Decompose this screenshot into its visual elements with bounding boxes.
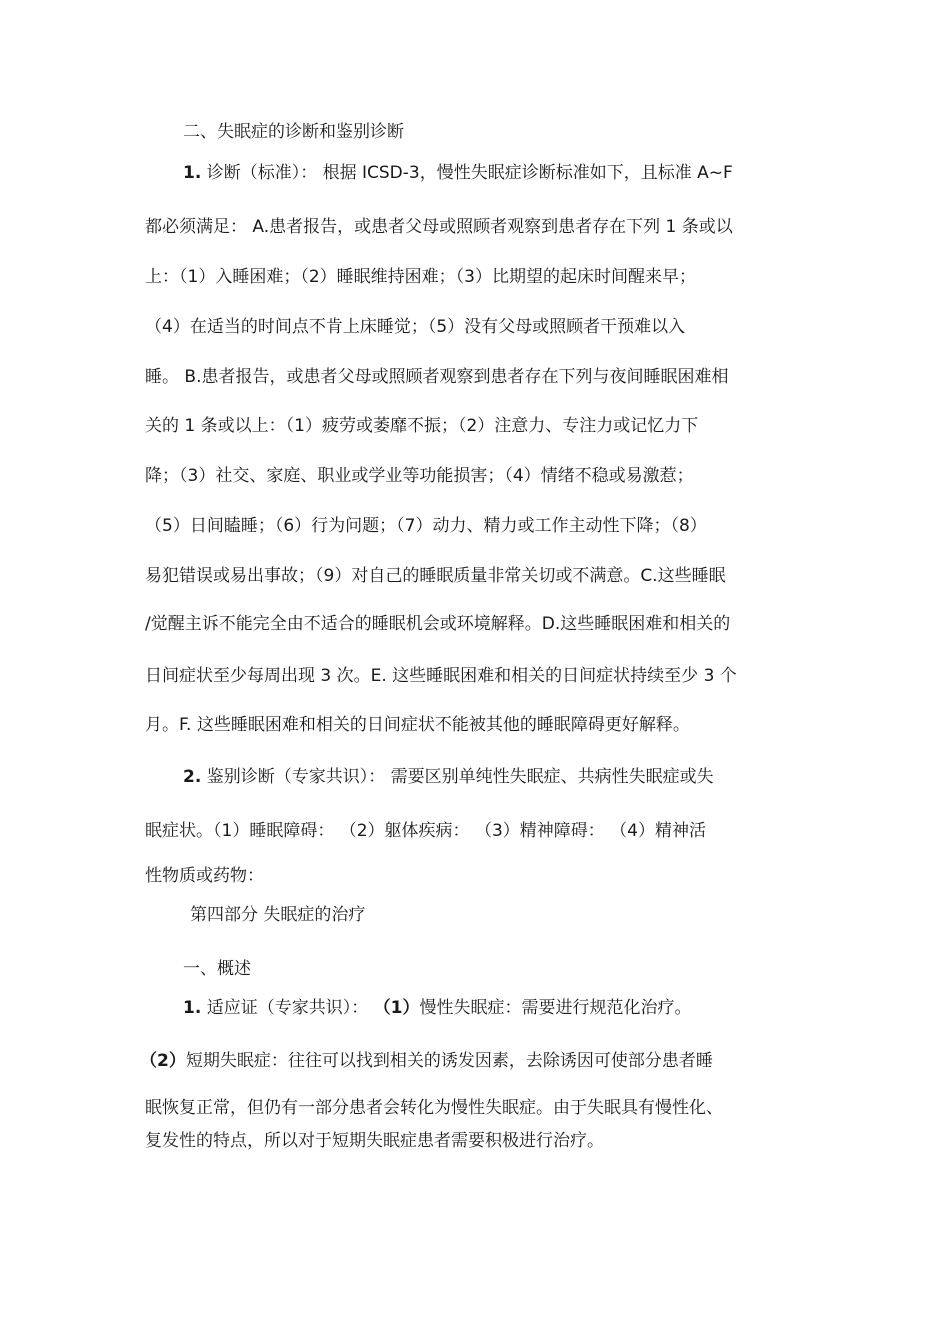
text-run: 鉴别诊断（专家共识）： 需要区别单纯性失眠症、共病性失眠症或失 bbox=[206, 767, 714, 787]
paragraph-line bbox=[183, 997, 691, 1019]
text-run: 短期失眠症：往往可以找到相关的诱发因素，去除诱因可使部分患者睡 bbox=[185, 1051, 713, 1071]
section-heading-diagnosis: 二、失眠症的诊断和鉴别诊断 bbox=[183, 122, 404, 142]
item-number: 1. bbox=[183, 163, 202, 183]
paragraph-line bbox=[140, 1050, 713, 1072]
paragraph-line: 降；（3）社交、家庭、职业或学业等功能损害；（4）情绪不稳或易激惹； bbox=[145, 466, 694, 486]
paragraph-line: /觉醒主诉不能完全由不适合的睡眠机会或环境解释。D.这些睡眠困难和相关的 bbox=[145, 614, 731, 634]
text-run: 慢性失眠症：需要进行规范化治疗。 bbox=[419, 998, 692, 1018]
paragraph-line: 月。F. 这些睡眠困难和相关的日间症状不能被其他的睡眠障碍更好解释。 bbox=[145, 715, 690, 735]
sub-item-number: （1） bbox=[373, 998, 420, 1018]
paragraph-line: 眠症状。（1）睡眠障碍： （2）躯体疾病： （3）精神障碍： （4）精神活 bbox=[145, 821, 706, 841]
paragraph-line: 睡。 B.患者报告，或患者父母或照顾者观察到患者存在下列与夜间睡眠困难相 bbox=[145, 367, 729, 387]
paragraph-line: 都必须满足： A.患者报告，或患者父母或照顾者观察到患者存在下列 1 条或以 bbox=[145, 217, 733, 237]
paragraph-line: 眠恢复正常，但仍有一部分患者会转化为慢性失眠症。由于失眠具有慢性化、 bbox=[145, 1098, 723, 1118]
text-run: 适应证（专家共识）： bbox=[206, 998, 374, 1018]
part-heading: 第四部分 失眠症的治疗 bbox=[190, 905, 366, 925]
paragraph-line: （5）日间瞌睡；（6）行为问题；（7）动力、精力或工作主动性下降；（8） bbox=[145, 516, 707, 536]
item-number: 1. bbox=[183, 998, 202, 1018]
sub-item-number: （2） bbox=[140, 1051, 186, 1071]
item-number: 2. bbox=[183, 767, 202, 787]
paragraph-line bbox=[183, 766, 714, 788]
section-heading-overview: 一、概述 bbox=[183, 959, 251, 979]
text-run: 诊断（标准）： 根据 ICSD-3，慢性失眠症诊断标准如下，且标准 A~F bbox=[206, 163, 733, 183]
paragraph-line: 上：（1）入睡困难；（2）睡眠维持困难；（3）比期望的起床时间醒来早； bbox=[145, 267, 696, 287]
paragraph-line: 日间症状至少每周出现 3 次。E. 这些睡眠困难和相关的日间症状持续至少 3 个 bbox=[145, 666, 737, 686]
paragraph-line: （4）在适当的时间点不肯上床睡觉；（5）没有父母或照顾者干预难以入 bbox=[145, 317, 686, 337]
paragraph-line: 易犯错误或易出事故；（9）对自己的睡眠质量非常关切或不满意。C.这些睡眠 bbox=[145, 566, 726, 586]
paragraph-line: 复发性的特点，所以对于短期失眠症患者需要积极进行治疗。 bbox=[145, 1131, 604, 1151]
paragraph-line: 性物质或药物： bbox=[145, 866, 264, 886]
paragraph-line bbox=[183, 162, 733, 184]
paragraph-line: 关的 1 条或以上：（1）疲劳或萎靡不振；（2）注意力、专注力或记忆力下 bbox=[145, 416, 699, 436]
